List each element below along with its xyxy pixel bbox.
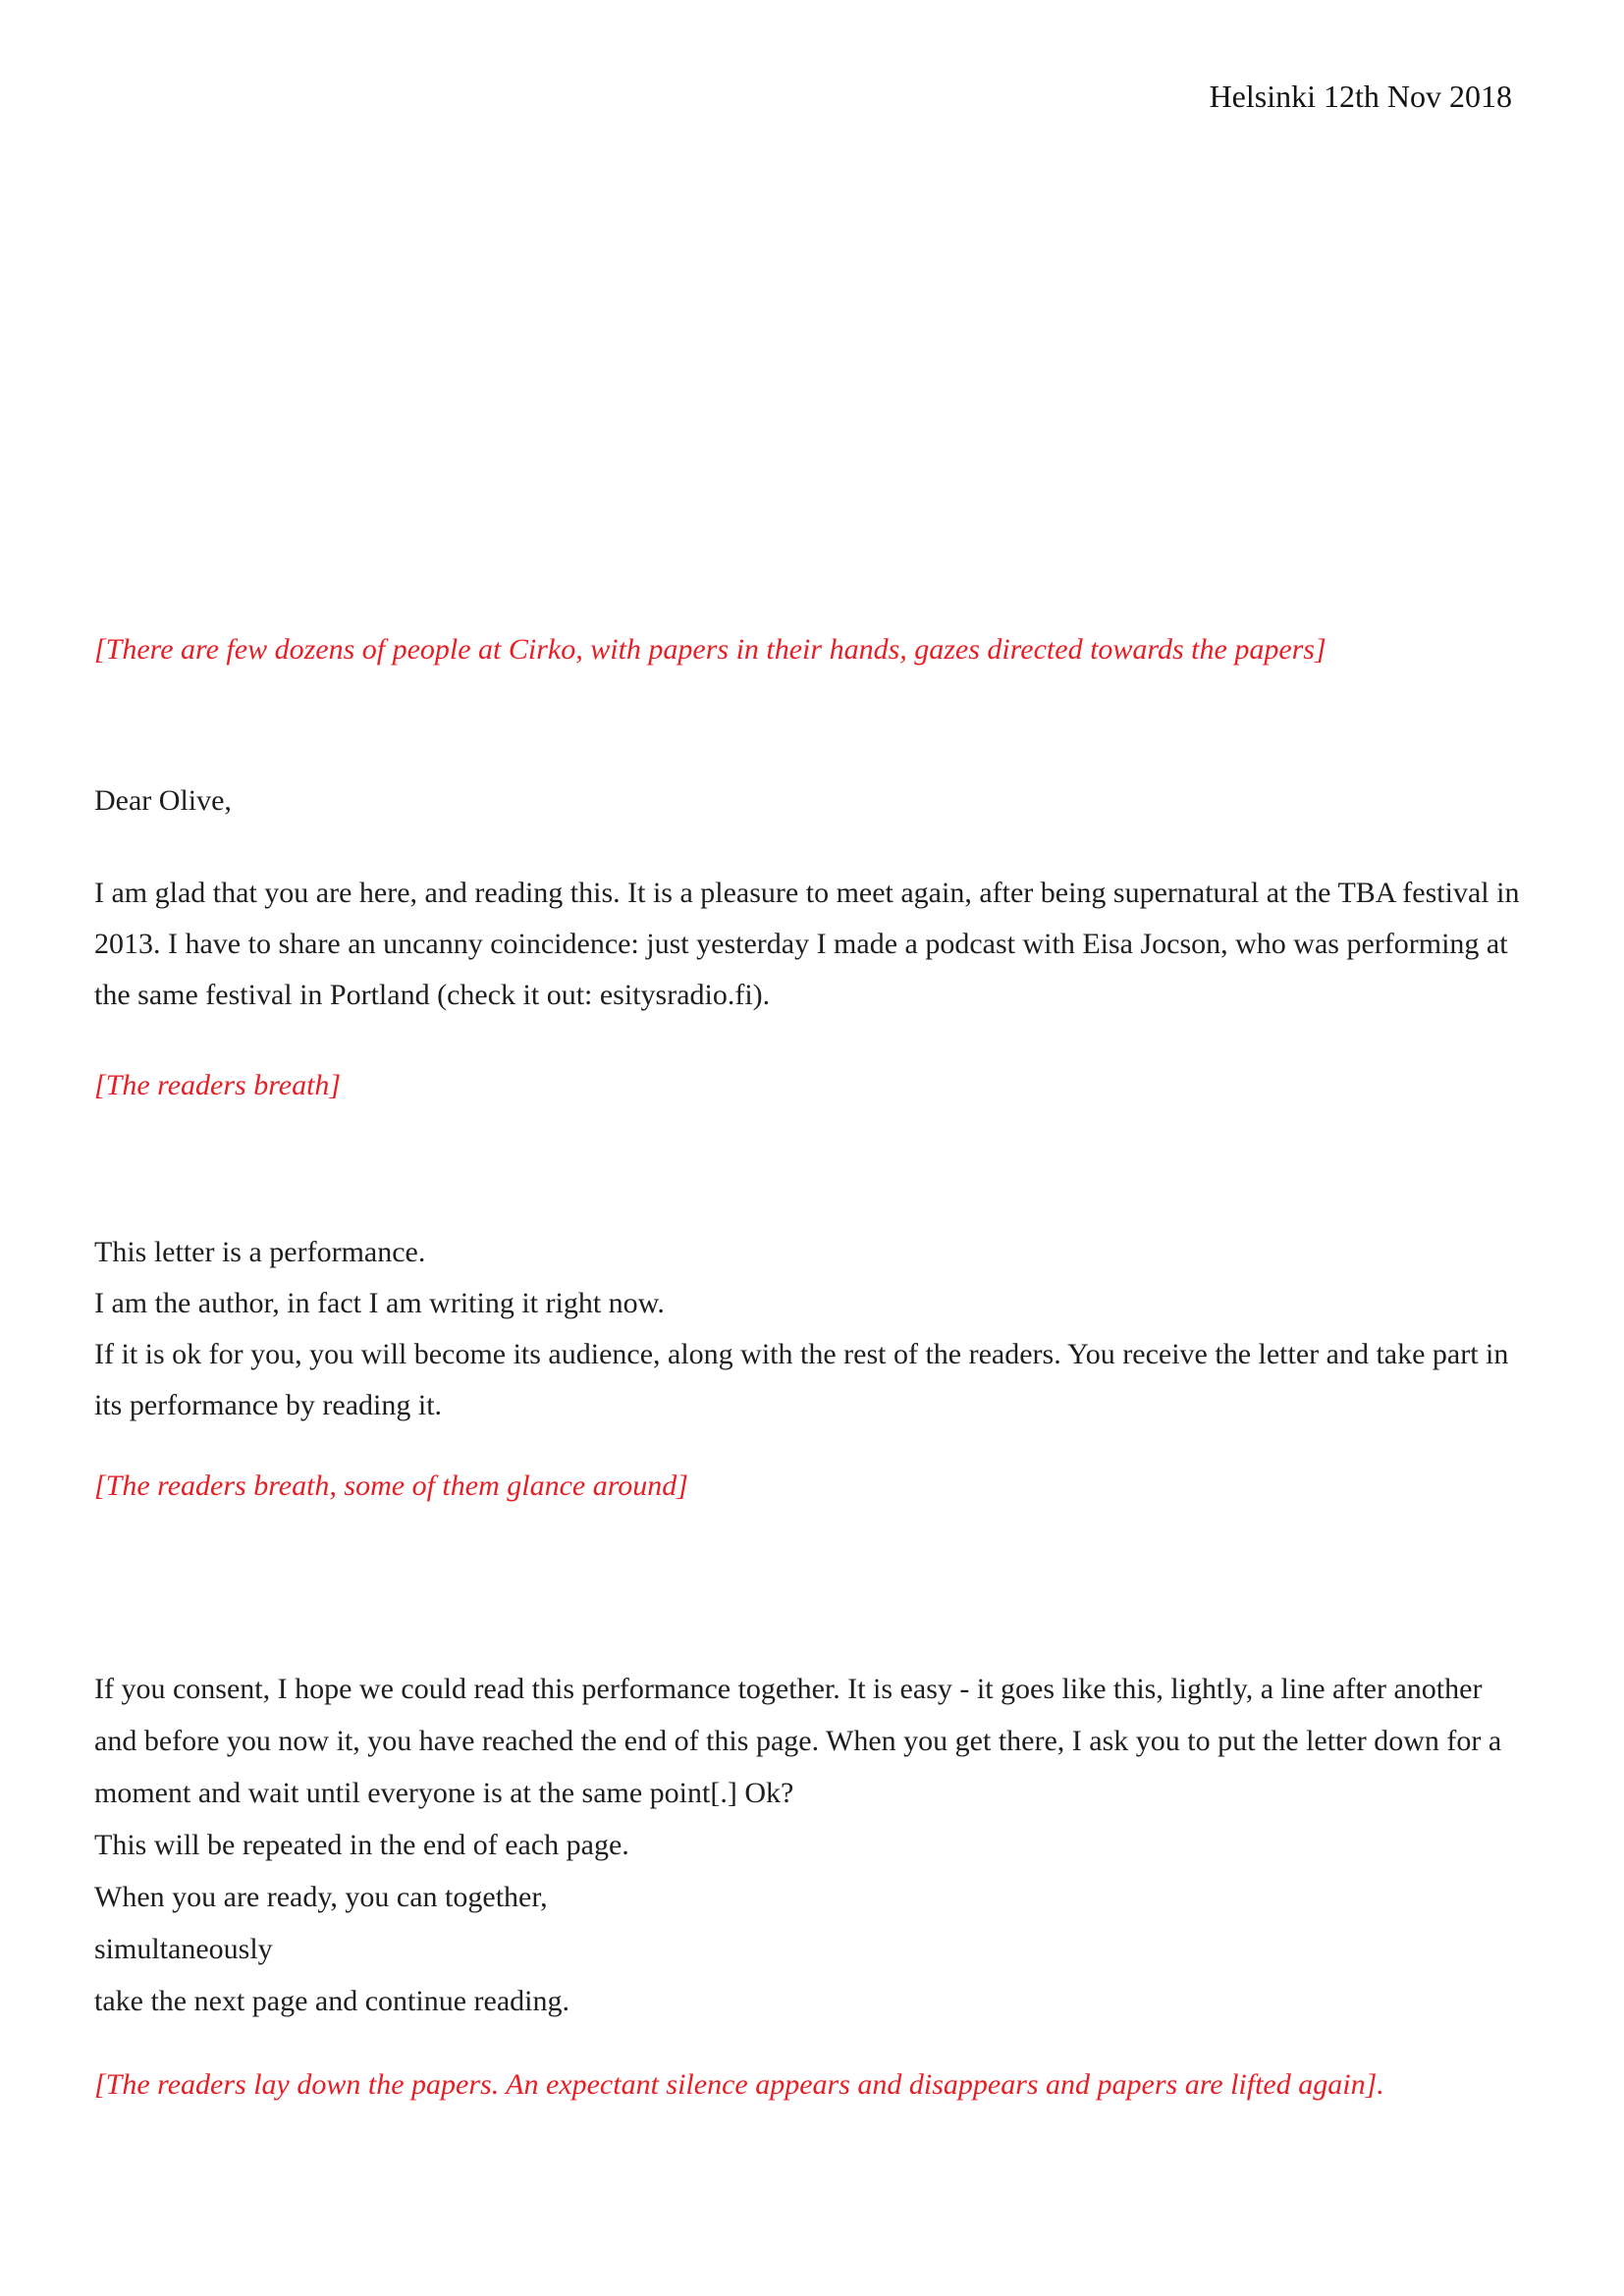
paragraph-line: This letter is a performance. [94,1236,426,1268]
paragraph-line: If it is ok for you, you will become its audience, along with the rest of the readers. You receive the letter and take part in its performance by reading it. [94,1338,1509,1421]
paragraph-line: When you are ready, you can together, [94,1881,548,1913]
stage-direction-breath: [The readers breath] [94,1069,342,1101]
paragraph-line: simultaneously [94,1933,273,1965]
paragraph-line: I am the author, in fact I am writing it right now. [94,1287,665,1319]
dateline: Helsinki 12th Nov 2018 [1209,79,1512,114]
stage-direction-breath-glance: [The readers breath, some of them glance around] [94,1469,688,1502]
paragraph-line: take the next page and continue reading. [94,1985,569,2017]
salutation: Dear Olive, [94,784,232,817]
stage-direction-closing: [The readers lay down the papers. An expectant silence appears and disappears and papers are lifted again]. [94,2068,1384,2101]
paragraph-performance [94,1227,1530,1431]
paragraph-intro: I am glad that you are here, and reading this. It is a pleasure to meet again, after being supernatural at the TBA festival in 2013. I have to share an uncanny coincidence: just yesterday I made a podcast with Eisa Jocson, who was performing at the same festival in Portland (check it out: esitysradio.fi). [94,877,1520,1011]
paragraph-line: This will be repeated in the end of each page. [94,1829,629,1861]
stage-direction-opening: [There are few dozens of people at Cirko, with papers in their hands, gazes directed towards the papers] [94,633,1326,666]
paragraph-instructions [94,1663,1530,2027]
paragraph-line: If you consent, I hope we could read this performance together. It is easy - it goes like this, lightly, a line after another and before you now it, you have reached the end of this page. When you get there, I ask you to put the letter down for a moment and wait until everyone is at the same point[.] Ok? [94,1673,1502,1809]
